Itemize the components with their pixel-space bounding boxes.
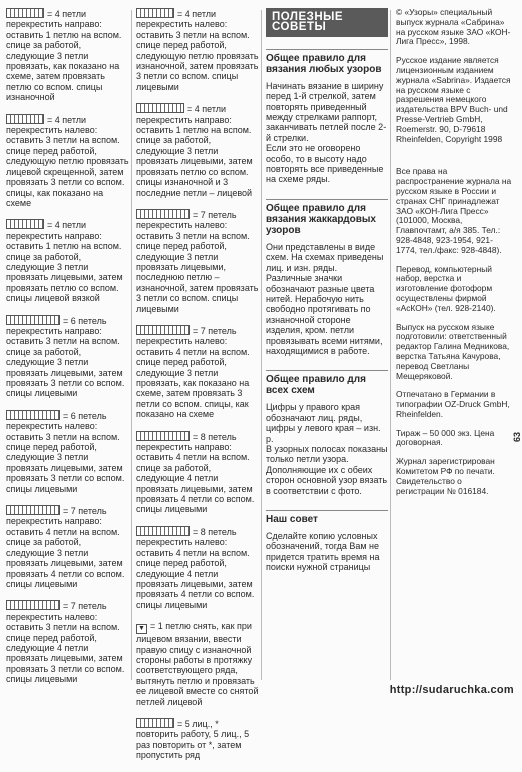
imprint-paragraph: Русское издание является лицензионным изданием журнала «Sabrina». Издается на русском языке с разрешения немецкого издательства BPV Buch- und Presse-Vertrieb GmbH, Roemerstr. 90, D-79618 Rheinfelden, Copyright 1998 — [396, 55, 511, 144]
legend-entry — [136, 325, 260, 420]
imprint-paragraph: Все права на распространение журнала на русском языке в России и странах СНГ принадлежат ЗАО «КОН-Лига Пресс» (101000, Москва, Главпочтамт, а/я 385. Тел.: 928-4848, 923-1954, 921-1774, тел./факс: 928-4848). — [396, 166, 512, 255]
cable-symbol-icon — [6, 600, 60, 610]
tips-banner: ПОЛЕЗНЫЕ СОВЕТЫ — [266, 8, 388, 37]
paragraph: В узорных полосах показаны только петли узора. Дополняющие их с обеих сторон основной узор вязать в соответствии с фото. — [266, 443, 388, 496]
cable-symbol-icon — [6, 315, 60, 325]
cable-symbol-icon — [6, 219, 44, 229]
legend-entry — [136, 621, 260, 707]
cable-symbol-icon — [6, 410, 60, 420]
legend-text: = 4 петли перекрестить направо: оставить 1 петлю на вспом. спице за работой, следующие 3 петли провязать, как показано на схеме, затем провязать петлю со вспом. спицы изнаночной — [6, 9, 122, 103]
legend-entry — [136, 103, 260, 198]
cable-symbol-icon — [136, 209, 190, 219]
legend-entry — [6, 8, 130, 103]
legend-column-1 — [6, 8, 130, 696]
legend-text: = 7 петель перекрестить налево: оставить 4 петли на вспом. спице перед работой, следующие 3 петли провязать, как показано на схеме, затем провязать 3 петли со вспом. спицы, как показано на схеме — [136, 325, 250, 420]
column-divider — [390, 10, 391, 680]
cable-symbol-icon — [136, 8, 174, 18]
legend-entry — [6, 114, 130, 209]
legend-text: = 6 петель перекрестить направо: оставить 3 петли на вспом. спице за работой, следующие 3 петли провязать лицевыми, затем провязать 3 петли со вспом. спицы лицевыми — [6, 315, 125, 399]
paragraph: Различные значки обозначают разные цвета нитей. Нерабочую нить свободно протягивать по изнаночной стороне изделия, кром. петли провязывать всеми нитями, находящимися в работе. — [266, 273, 383, 356]
imprint-paragraph: Выпуск на русском языке подготовили: ответственный редактор Галина Медникова, верстка Татьяна Качурова, перевод Светланы Мещеряковой. — [396, 321, 510, 381]
column-divider — [131, 10, 132, 680]
legend-entry — [6, 219, 130, 303]
legend-entry — [136, 8, 260, 92]
cable-symbol-icon — [6, 114, 44, 124]
section-heading: Наш совет — [266, 510, 388, 525]
legend-entry — [136, 431, 260, 515]
legend-text: = 7 петель перекрестить направо: оставить 4 петли на вспом. спице за работой, следующие 3 петли провязать лицевыми, затем провязать 4 петли со вспом. спицы лицевыми — [6, 506, 125, 589]
legend-entry — [136, 526, 260, 610]
legend-text: = 8 петель перекрестить налево: оставить 4 петли на вспом. спице перед работой, следующие 4 петли провязать лицевыми, затем провязать 4 петли со вспом. спицы лицевыми — [136, 526, 255, 610]
legend-text: = 8 петель перекрестить направо: оставить 4 петли на вспом. спице за работой, следующие 4 петли провязать лицевыми, затем провязать 4 петли со вспом. спицы лицевыми — [136, 431, 255, 515]
legend-column-2 — [136, 8, 260, 772]
legend-entry — [6, 505, 130, 589]
cable-symbol-icon — [136, 431, 190, 441]
legend-entry — [6, 600, 130, 684]
paragraph: Сделайте копию условных обозначений, тогда Вам не придется тратить время на поиски нужной страницы — [266, 531, 380, 573]
section-heading: Общее правило для вязания жаккардовых узоров — [266, 199, 388, 236]
watermark-link[interactable]: http://sudaruchka.com — [389, 684, 514, 696]
legend-text: = 4 петли перекрестить направо: оставить 1 петлю на вспом. спице за работой, следующие 3 петли провязать лицевыми, затем провязать петлю со вспом. спицы изнаночной и 3 последние петли – лицевой — [136, 104, 253, 198]
legend-text: = 4 петли перекрестить направо: оставить 1 петлю на вспом. спице за работой, следующие 3 петли провязать лицевыми, затем провязать петлю со вспом. спицы лицевой вязкой — [6, 220, 123, 304]
legend-entry — [136, 209, 260, 314]
imprint-paragraph: © «Узоры» специальный выпуск журнала «Сабрина» на русском языке ЗАО «КОН-Лига Пресс», 1998. — [396, 7, 511, 47]
repeat-symbol-icon — [136, 718, 174, 728]
page-number: 63 — [512, 432, 522, 443]
triangle-symbol-icon: ▼ — [136, 624, 147, 634]
legend-entry — [6, 315, 130, 399]
paragraph: Начинать вязание в ширину перед 1-й стрелкой, затем повторять приведенный между стрелками раппорт, заканчивать петлей после 2-й стрелки. — [266, 80, 387, 143]
legend-text: = 6 петель перекрестить налево: оставить 3 петли на вспом. спице перед работой, следующие 3 петли провязать лицевыми, затем провязать 3 петли со вспом. спицы лицевыми — [6, 410, 125, 494]
column-divider — [261, 10, 262, 680]
imprint-paragraph: Журнал зарегистрирован Комитетом РФ по печати. Свидетельство о регистрации № 016184. — [396, 456, 495, 496]
cable-symbol-icon — [136, 103, 184, 113]
imprint-paragraph: Тираж – 50 000 экз. Цена договорная. — [396, 427, 495, 448]
cable-symbol-icon — [136, 325, 190, 335]
legend-text: = 5 лиц., * повторить работу, 5 лиц., 5 раз повторить от *, затем пропустить ряд — [136, 718, 250, 761]
cable-symbol-icon — [6, 8, 44, 18]
section-heading: Общее правило для всех схем — [266, 370, 388, 396]
imprint-paragraph: Отпечатано в Германии в типографии OZ-Druck GmbH, Rheinfelden. — [396, 389, 510, 419]
legend-entry — [136, 718, 260, 761]
legend-text: = 1 петлю снять, как при лицевом вязании, ввести правую спицу с изнаночной стороны работы в протяжку соответствующего ряда, вытянуть петлю и провязать ее лицевой вместе со снятой петлей лицевой — [136, 621, 259, 707]
cable-symbol-icon — [136, 526, 190, 536]
legend-entry — [6, 410, 130, 494]
section-heading: Общее правило для вязания любых узоров — [266, 49, 388, 75]
cable-symbol-icon — [6, 505, 60, 515]
imprint-column — [396, 8, 512, 505]
tips-column — [266, 8, 388, 573]
imprint-paragraph: Перевод, компьютерный набор, верстка и изготовление фотоформ осуществлены фирмой «АсКОН» (тел. 928-2140). — [396, 263, 496, 313]
legend-text: = 7 петель перекрестить налево: оставить 3 петли на вспом. спице перед работой, следующие 3 петли провязать лицевыми, последнюю петлю – изнаночной, затем провязать 3 петли со вспом. спицы лицевыми — [136, 209, 259, 314]
paragraph: Если это не оговорено особо, то в высоту надо повторять все приведенные на схеме ряды. — [266, 143, 384, 185]
legend-text: = 4 петли перекрестить налево: оставить 3 петли на вспом. спице перед работой, следующую петлю провязать лицевой скрещенной, затем провязать 3 петли со вспом. спицы, как показано на схеме — [6, 114, 129, 208]
legend-text: = 7 петель перекрестить налево: оставить 3 петли на вспом. спице перед работой, следующие 4 петли провязать лицевыми, затем провязать 3 петли со вспом. спицы лицевыми — [6, 601, 125, 685]
paragraph: Цифры у правого края обозначают лиц. ряды, цифры у левого края – изн. р. — [266, 402, 381, 444]
paragraph: Они представлены в виде схем. На схемах приведены лиц. и изн. ряды. — [266, 241, 384, 273]
legend-text: = 4 петли перекрестить налево: оставить 3 петли на вспом. спице перед работой, следующую петлю провязать изнаночной, затем провязать 3 петли со вспом. спицы лицевыми — [136, 9, 259, 92]
